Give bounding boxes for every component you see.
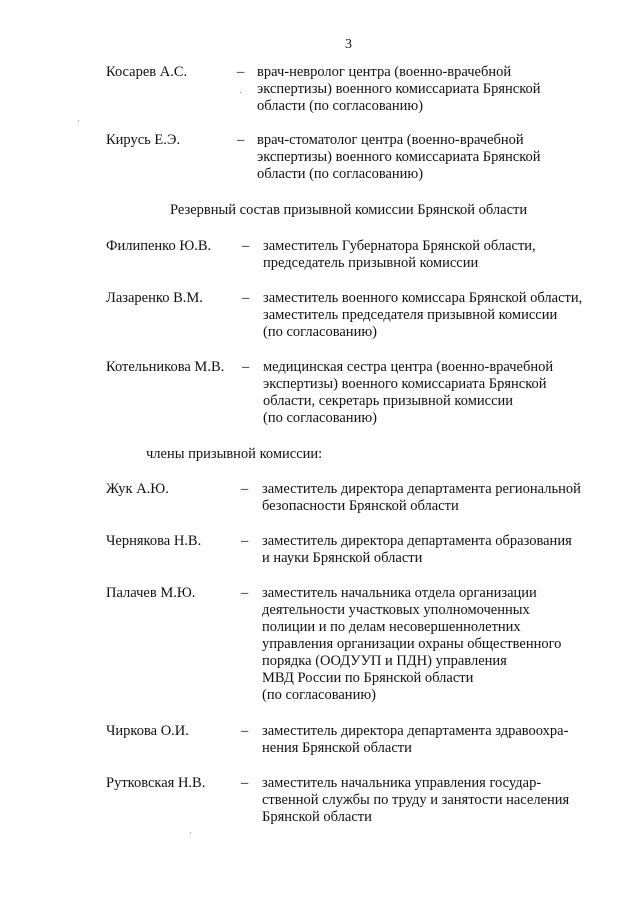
member-role: заместитель директора департамента региональной безопасности Брянской области: [262, 481, 581, 514]
scan-speck: [190, 832, 191, 833]
member-name: Лазаренко В.М.: [106, 290, 203, 306]
dash-separator: –: [241, 481, 249, 497]
member-name: Жук А.Ю.: [106, 481, 169, 497]
dash-separator: –: [237, 64, 245, 80]
dash-separator: –: [242, 238, 250, 254]
scan-speck: [240, 92, 241, 93]
member-role: врач-стоматолог центра (военно-врачебной экспертизы) военного комиссариата Брянской области (по согласованию): [257, 132, 541, 182]
scan-speck: [78, 120, 79, 121]
dash-separator: –: [241, 775, 249, 791]
reserve-heading: Резервный состав призывной комиссии Брянской области: [170, 202, 528, 218]
member-name: Рутковская Н.В.: [106, 775, 206, 791]
member-role: заместитель директора департамента здравоохра- нения Брянской области: [262, 723, 569, 756]
member-name: Чернякова Н.В.: [106, 533, 202, 549]
member-role: заместитель директора департамента образования и науки Брянской области: [262, 533, 572, 566]
member-name: Палачев М.Ю.: [106, 585, 196, 601]
dash-separator: –: [241, 723, 249, 739]
member-name: Чиркова О.И.: [106, 723, 189, 739]
member-name: Филипенко Ю.В.: [106, 238, 212, 254]
dash-separator: –: [237, 132, 245, 148]
member-role: заместитель начальника отдела организации деятельности участковых уполномоченных полиции и по делам несовершеннолетних управления организации охраны общественного порядка (ООДУУП и ПДН) управления МВД России по Брянской области (по согласованию): [262, 585, 562, 703]
dash-separator: –: [241, 533, 249, 549]
member-name: Кирусь Е.Э.: [106, 132, 181, 148]
member-role: заместитель военного комиссара Брянской области, заместитель председателя призывной комиссии (по согласованию): [263, 290, 583, 340]
member-role: врач-невролог центра (военно-врачебной экспертизы) военного комиссариата Брянской области (по согласованию): [257, 64, 541, 114]
page-number: 3: [345, 37, 352, 52]
member-role: заместитель Губернатора Брянской области, председатель призывной комиссии: [263, 238, 536, 271]
member-role: медицинская сестра центра (военно-врачебной экспертизы) военного комиссариата Брянской области, секретарь призывной комиссии (по согласованию): [263, 359, 554, 426]
members-heading: члены призывной комиссии:: [146, 446, 323, 462]
dash-separator: –: [242, 290, 250, 306]
member-name: Косарев А.С.: [106, 64, 188, 80]
dash-separator: –: [241, 585, 249, 601]
member-name: Котельникова М.В.: [106, 359, 225, 375]
dash-separator: –: [242, 359, 250, 375]
member-role: заместитель начальника управления государ- ственной службы по труду и занятости населения Брянской области: [262, 775, 570, 825]
